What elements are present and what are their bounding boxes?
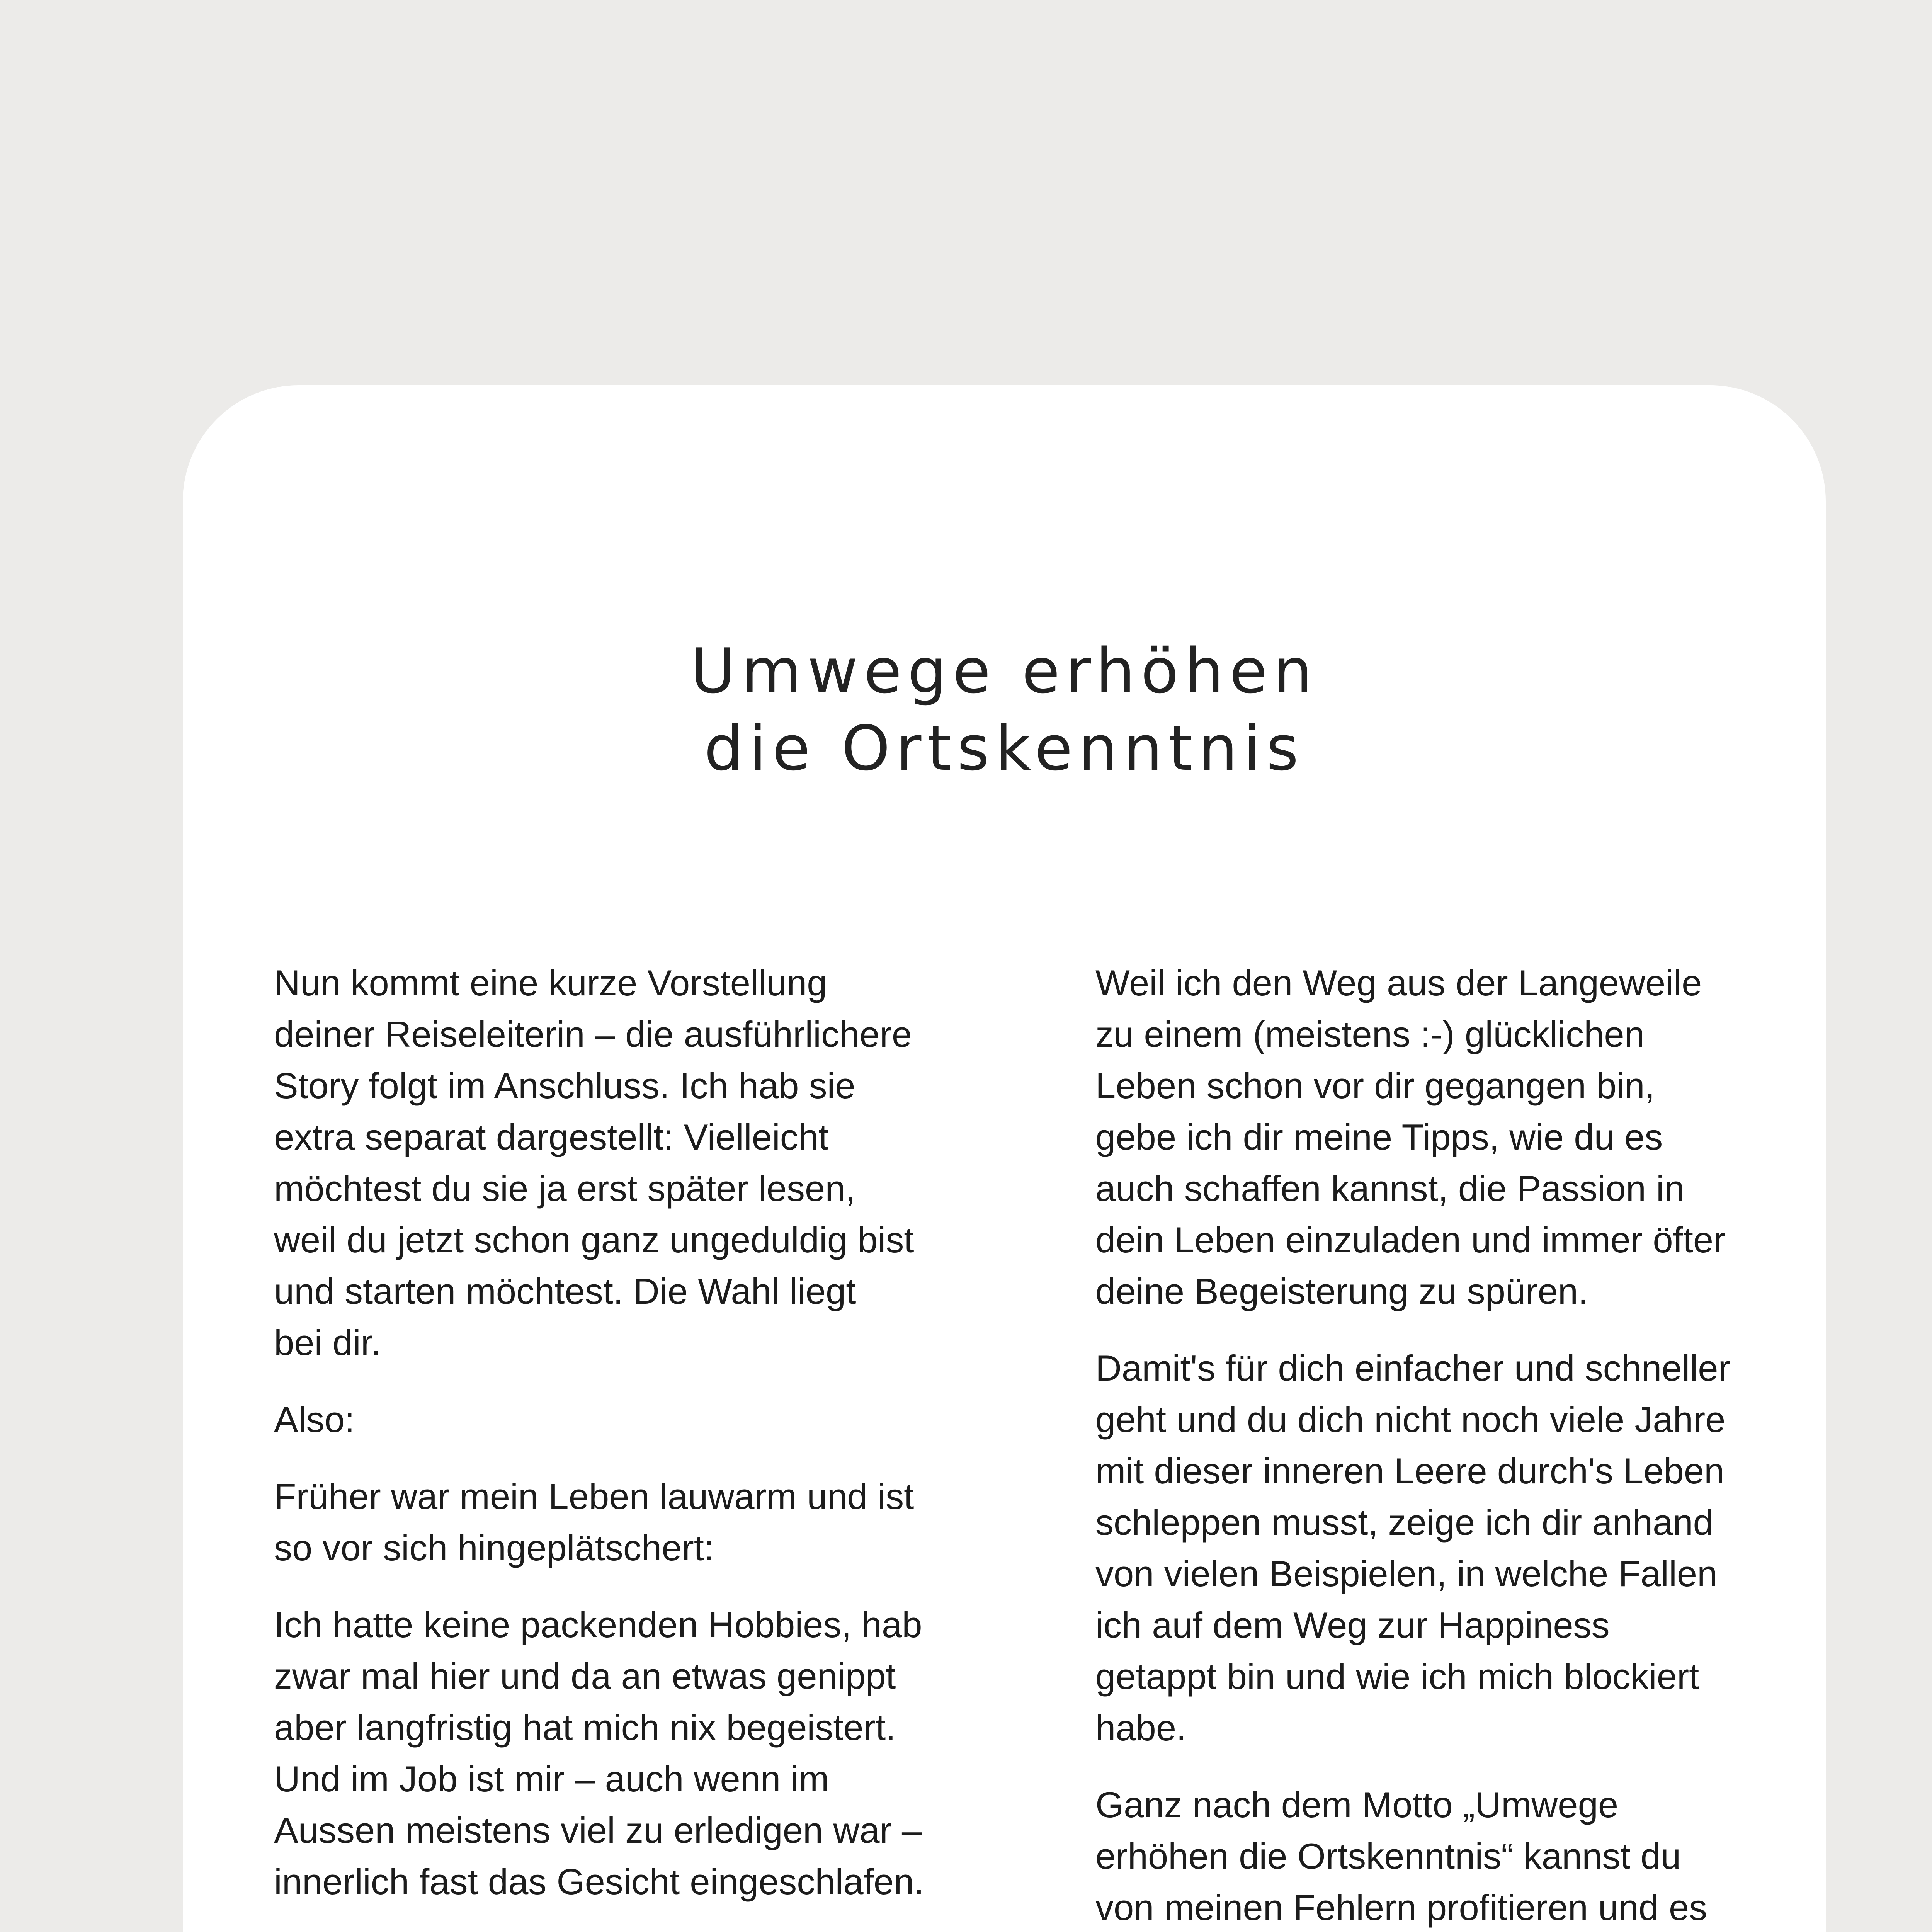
text-line: mit dieser inneren Leere durch's Leben	[1095, 1451, 1725, 1491]
right-paragraph	[1095, 957, 1752, 1317]
page-title	[183, 633, 1826, 787]
text-line: ich auf dem Weg zur Happiness	[1095, 1605, 1610, 1645]
title-line-2: die Ortskenntnis	[704, 712, 1304, 784]
text-line: Nun kommt eine kurze Vorstellung	[274, 963, 827, 1003]
text-line: deiner Reiseleiterin – die ausführlichere	[274, 1014, 912, 1054]
text-line: Story folgt im Anschluss. Ich hab sie	[274, 1065, 855, 1106]
right-paragraph	[1095, 1779, 1752, 1932]
text-line: von meinen Fehlern profitieren und es	[1095, 1887, 1708, 1928]
text-line: möchtest du sie ja erst später lesen,	[274, 1168, 855, 1209]
text-line: getappt bin und wie ich mich blockiert	[1095, 1656, 1699, 1697]
title-line-1: Umwege erhöhen	[690, 635, 1318, 707]
text-line: Ganz nach dem Motto „Umwege	[1095, 1784, 1619, 1825]
left-paragraph	[274, 1471, 931, 1573]
left-paragraph	[274, 957, 931, 1368]
text-line: deine Begeisterung zu spüren.	[1095, 1271, 1588, 1311]
text-line: bei dir.	[274, 1322, 381, 1363]
text-line: Leben schon vor dir gegangen bin,	[1095, 1065, 1655, 1106]
text-line: erhöhen die Ortskenntnis“ kannst du	[1095, 1836, 1681, 1876]
left-paragraph	[274, 1394, 931, 1445]
text-line: habe.	[1095, 1708, 1187, 1748]
left-text-column	[274, 957, 931, 1932]
text-line: Also:	[274, 1399, 355, 1440]
text-line: und starten möchtest. Die Wahl liegt	[274, 1271, 856, 1311]
text-line: Und im Job ist mir – auch wenn im	[274, 1759, 829, 1799]
text-line: zu einem (meistens :-) glücklichen	[1095, 1014, 1645, 1054]
text-line: geht und du dich nicht noch viele Jahre	[1095, 1399, 1726, 1440]
text-line: Ich hatte keine packenden Hobbies, hab	[274, 1604, 922, 1645]
text-line: Früher war mein Leben lauwarm und ist	[274, 1476, 914, 1517]
text-line: weil du jetzt schon ganz ungeduldig bist	[274, 1219, 914, 1260]
text-line: Damit's für dich einfacher und schneller	[1095, 1348, 1730, 1388]
left-paragraph	[274, 1599, 931, 1907]
right-paragraph	[1095, 1342, 1752, 1753]
text-line: schleppen musst, zeige ich dir anhand	[1095, 1502, 1713, 1543]
text-line: Weil ich den Weg aus der Langeweile	[1095, 963, 1702, 1003]
text-line: zwar mal hier und da an etwas genippt	[274, 1656, 896, 1696]
text-line: Aussen meistens viel zu erledigen war –	[274, 1810, 922, 1850]
right-text-column	[1095, 957, 1752, 1932]
text-line: extra separat dargestellt: Vielleicht	[274, 1117, 829, 1157]
text-line: von vielen Beispielen, in welche Fallen	[1095, 1553, 1718, 1594]
text-line: gebe ich dir meine Tipps, wie du es	[1095, 1117, 1663, 1157]
text-line: aber langfristig hat mich nix begeistert.	[274, 1707, 896, 1748]
text-line: so vor sich hingeplätschert:	[274, 1527, 714, 1568]
text-line: dein Leben einzuladen und immer öfter	[1095, 1219, 1726, 1260]
text-line: innerlich fast das Gesicht eingeschlafen.	[274, 1861, 924, 1902]
content-card	[183, 385, 1826, 1932]
text-line: auch schaffen kannst, die Passion in	[1095, 1168, 1685, 1209]
